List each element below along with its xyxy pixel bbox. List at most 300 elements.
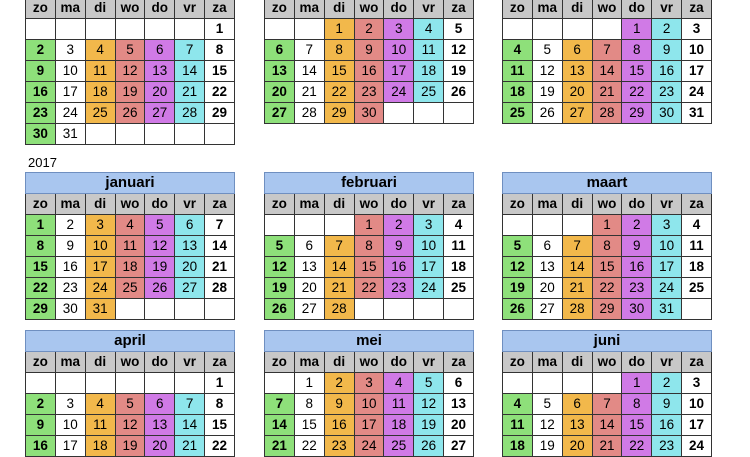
day-cell: 11 — [115, 236, 145, 257]
weekday-header: za — [682, 0, 712, 19]
weekday-header: di — [324, 0, 354, 19]
day-cell: 9 — [26, 415, 56, 436]
week-row — [503, 373, 712, 394]
day-cell: 30 — [652, 103, 682, 124]
day-cell: 12 — [503, 257, 533, 278]
week-row — [503, 19, 712, 40]
day-cell: 21 — [324, 278, 354, 299]
day-cell: 6 — [265, 40, 295, 61]
week-row — [265, 103, 474, 124]
weekday-header: ma — [532, 194, 562, 215]
day-cell: 27 — [175, 278, 205, 299]
day-cell: 1 — [592, 215, 622, 236]
day-cell: 4 — [444, 215, 474, 236]
week-row — [26, 82, 235, 103]
weekday-header: do — [145, 352, 175, 373]
day-cell: 28 — [294, 103, 324, 124]
weekday-header: za — [444, 0, 474, 19]
day-cell: 24 — [682, 436, 712, 457]
day-cell: 22 — [26, 278, 56, 299]
day-cell — [265, 215, 295, 236]
day-cell: 25 — [85, 103, 115, 124]
weekday-header: wo — [354, 0, 384, 19]
day-cell: 2 — [652, 19, 682, 40]
day-cell: 4 — [682, 215, 712, 236]
weekday-header: za — [444, 352, 474, 373]
weekday-header: zo — [503, 352, 533, 373]
day-cell: 2 — [354, 19, 384, 40]
day-cell — [85, 124, 115, 145]
day-cell: 21 — [592, 436, 622, 457]
day-cell: 21 — [265, 436, 295, 457]
day-cell: 23 — [354, 82, 384, 103]
day-cell: 2 — [26, 40, 56, 61]
week-row — [503, 436, 712, 457]
week-row — [26, 299, 235, 320]
day-cell: 21 — [205, 257, 235, 278]
month-calendar — [502, 172, 712, 320]
week-row — [503, 103, 712, 124]
day-cell: 17 — [682, 415, 712, 436]
day-cell — [85, 19, 115, 40]
day-cell: 18 — [503, 82, 533, 103]
weekday-header: zo — [265, 194, 295, 215]
day-cell: 11 — [414, 40, 444, 61]
weekday-header: zo — [265, 352, 295, 373]
day-cell: 19 — [145, 257, 175, 278]
weekday-header: ma — [532, 352, 562, 373]
day-cell: 7 — [205, 215, 235, 236]
day-cell: 4 — [85, 40, 115, 61]
day-cell — [414, 299, 444, 320]
day-cell: 26 — [265, 299, 295, 320]
day-cell: 16 — [26, 436, 56, 457]
day-cell: 25 — [414, 82, 444, 103]
day-cell: 27 — [145, 103, 175, 124]
day-cell: 21 — [175, 436, 205, 457]
day-cell: 27 — [265, 103, 295, 124]
day-cell: 4 — [503, 40, 533, 61]
day-cell: 20 — [175, 257, 205, 278]
day-cell: 15 — [324, 61, 354, 82]
day-cell: 20 — [444, 415, 474, 436]
weekday-header: do — [384, 194, 414, 215]
day-cell: 6 — [175, 215, 205, 236]
month-calendar — [25, 330, 235, 457]
day-cell: 29 — [324, 103, 354, 124]
day-cell: 30 — [354, 103, 384, 124]
day-cell: 8 — [622, 394, 652, 415]
day-cell: 8 — [205, 40, 235, 61]
day-cell: 23 — [26, 103, 56, 124]
day-cell: 6 — [532, 236, 562, 257]
day-cell: 3 — [414, 215, 444, 236]
day-cell — [532, 19, 562, 40]
day-cell: 28 — [205, 278, 235, 299]
day-cell — [145, 19, 175, 40]
week-row — [503, 299, 712, 320]
week-row — [26, 436, 235, 457]
day-cell: 5 — [265, 236, 295, 257]
day-cell: 24 — [384, 82, 414, 103]
day-cell: 28 — [592, 103, 622, 124]
day-cell: 1 — [622, 373, 652, 394]
day-cell: 16 — [26, 82, 56, 103]
day-cell: 12 — [115, 415, 145, 436]
weekday-header: do — [145, 194, 175, 215]
day-cell: 29 — [622, 103, 652, 124]
day-cell: 24 — [414, 278, 444, 299]
week-row — [26, 40, 235, 61]
day-cell — [145, 373, 175, 394]
day-cell: 17 — [682, 61, 712, 82]
day-cell: 20 — [265, 82, 295, 103]
day-cell: 20 — [532, 278, 562, 299]
week-row — [265, 299, 474, 320]
day-cell: 5 — [115, 40, 145, 61]
day-cell: 20 — [294, 278, 324, 299]
day-cell: 4 — [85, 394, 115, 415]
day-cell — [414, 103, 444, 124]
day-cell: 31 — [652, 299, 682, 320]
day-cell: 17 — [354, 415, 384, 436]
day-cell: 23 — [55, 278, 85, 299]
weekday-header: di — [562, 352, 592, 373]
day-cell: 6 — [562, 394, 592, 415]
day-cell: 10 — [354, 394, 384, 415]
day-cell — [294, 19, 324, 40]
day-cell: 23 — [622, 278, 652, 299]
day-cell: 21 — [175, 82, 205, 103]
day-cell: 5 — [503, 236, 533, 257]
weekday-header: di — [85, 352, 115, 373]
day-cell: 1 — [324, 19, 354, 40]
day-cell: 5 — [444, 19, 474, 40]
weekday-header: do — [384, 0, 414, 19]
day-cell — [562, 19, 592, 40]
day-cell: 13 — [175, 236, 205, 257]
day-cell: 8 — [354, 236, 384, 257]
weekday-header: di — [562, 0, 592, 19]
day-cell: 7 — [294, 40, 324, 61]
day-cell: 13 — [532, 257, 562, 278]
day-cell: 11 — [384, 394, 414, 415]
day-cell: 13 — [145, 415, 175, 436]
day-cell: 14 — [175, 61, 205, 82]
day-cell: 10 — [384, 40, 414, 61]
day-cell: 11 — [444, 236, 474, 257]
week-row — [265, 82, 474, 103]
day-cell: 30 — [26, 124, 56, 145]
day-cell: 8 — [294, 394, 324, 415]
weekday-header: vr — [175, 194, 205, 215]
day-cell: 2 — [324, 373, 354, 394]
day-cell: 10 — [414, 236, 444, 257]
day-cell: 15 — [622, 61, 652, 82]
weekday-header: zo — [265, 0, 295, 19]
day-cell: 16 — [55, 257, 85, 278]
weekday-header: za — [205, 194, 235, 215]
day-cell: 3 — [55, 394, 85, 415]
day-cell: 5 — [532, 394, 562, 415]
day-cell: 27 — [294, 299, 324, 320]
day-cell — [592, 19, 622, 40]
day-cell: 16 — [652, 61, 682, 82]
weekday-header: za — [682, 352, 712, 373]
month-calendar — [264, 330, 474, 457]
day-cell: 24 — [85, 278, 115, 299]
weekday-header: ma — [55, 0, 85, 19]
day-cell: 27 — [562, 103, 592, 124]
weekday-header: ma — [294, 0, 324, 19]
day-cell: 12 — [145, 236, 175, 257]
month-calendar — [502, 0, 712, 124]
day-cell: 2 — [26, 394, 56, 415]
week-row — [503, 278, 712, 299]
day-cell: 25 — [444, 278, 474, 299]
day-cell — [175, 299, 205, 320]
day-cell: 26 — [444, 82, 474, 103]
month-calendar — [264, 172, 474, 320]
day-cell: 12 — [532, 415, 562, 436]
day-cell: 19 — [115, 436, 145, 457]
month-title: maart — [503, 173, 712, 194]
week-row — [26, 257, 235, 278]
week-row — [503, 82, 712, 103]
day-cell — [682, 299, 712, 320]
day-cell: 23 — [652, 436, 682, 457]
day-cell: 11 — [85, 61, 115, 82]
weekday-header: vr — [414, 194, 444, 215]
month-calendar — [264, 0, 474, 124]
day-cell — [175, 124, 205, 145]
day-cell: 11 — [503, 415, 533, 436]
month-calendar — [25, 172, 235, 320]
day-cell — [115, 373, 145, 394]
day-cell: 7 — [265, 394, 295, 415]
weekday-header: do — [622, 352, 652, 373]
day-cell: 23 — [384, 278, 414, 299]
day-cell: 22 — [205, 82, 235, 103]
day-cell: 2 — [55, 215, 85, 236]
day-cell — [592, 373, 622, 394]
day-cell — [384, 103, 414, 124]
day-cell: 15 — [354, 257, 384, 278]
day-cell: 18 — [444, 257, 474, 278]
week-row — [265, 215, 474, 236]
day-cell: 24 — [354, 436, 384, 457]
day-cell: 17 — [85, 257, 115, 278]
day-cell — [26, 19, 56, 40]
week-row — [26, 373, 235, 394]
day-cell: 18 — [414, 61, 444, 82]
day-cell: 27 — [532, 299, 562, 320]
day-cell — [532, 373, 562, 394]
day-cell: 3 — [384, 19, 414, 40]
day-cell: 18 — [115, 257, 145, 278]
day-cell: 15 — [205, 415, 235, 436]
day-cell: 3 — [85, 215, 115, 236]
day-cell: 19 — [444, 61, 474, 82]
day-cell: 14 — [592, 415, 622, 436]
day-cell: 12 — [532, 61, 562, 82]
day-cell: 22 — [592, 278, 622, 299]
day-cell: 18 — [85, 82, 115, 103]
weekday-header: wo — [592, 0, 622, 19]
weekday-header: wo — [354, 352, 384, 373]
day-cell: 6 — [444, 373, 474, 394]
day-cell: 13 — [265, 61, 295, 82]
weekday-header: vr — [652, 352, 682, 373]
day-cell: 5 — [115, 394, 145, 415]
day-cell: 11 — [85, 415, 115, 436]
day-cell — [115, 299, 145, 320]
day-cell: 9 — [55, 236, 85, 257]
day-cell: 7 — [562, 236, 592, 257]
weekday-header: wo — [592, 194, 622, 215]
day-cell: 20 — [562, 82, 592, 103]
day-cell: 8 — [592, 236, 622, 257]
day-cell: 12 — [444, 40, 474, 61]
month-title: april — [26, 331, 235, 352]
day-cell — [85, 373, 115, 394]
day-cell: 30 — [622, 299, 652, 320]
week-row — [26, 124, 235, 145]
week-row — [26, 415, 235, 436]
week-row — [265, 257, 474, 278]
day-cell: 25 — [503, 103, 533, 124]
day-cell: 28 — [175, 103, 205, 124]
weekday-header: do — [622, 0, 652, 19]
day-cell: 9 — [354, 40, 384, 61]
day-cell: 13 — [294, 257, 324, 278]
day-cell: 16 — [324, 415, 354, 436]
weekday-header: wo — [354, 194, 384, 215]
day-cell: 16 — [622, 257, 652, 278]
month-title: januari — [26, 173, 235, 194]
day-cell: 7 — [175, 394, 205, 415]
month-title: mei — [265, 331, 474, 352]
day-cell: 15 — [26, 257, 56, 278]
day-cell — [503, 373, 533, 394]
day-cell: 4 — [503, 394, 533, 415]
weekday-header: zo — [26, 0, 56, 19]
day-cell: 7 — [175, 40, 205, 61]
day-cell: 16 — [354, 61, 384, 82]
week-row — [265, 61, 474, 82]
weekday-header: di — [85, 194, 115, 215]
weekday-header: ma — [55, 194, 85, 215]
day-cell: 19 — [532, 436, 562, 457]
day-cell — [115, 124, 145, 145]
day-cell: 7 — [592, 394, 622, 415]
day-cell: 19 — [414, 415, 444, 436]
day-cell: 21 — [562, 278, 592, 299]
day-cell: 2 — [384, 215, 414, 236]
weekday-header: ma — [294, 352, 324, 373]
day-cell — [324, 215, 354, 236]
day-cell: 22 — [205, 436, 235, 457]
day-cell: 15 — [592, 257, 622, 278]
day-cell — [384, 299, 414, 320]
week-row — [26, 103, 235, 124]
day-cell: 29 — [592, 299, 622, 320]
weekday-header: do — [145, 0, 175, 19]
day-cell — [175, 373, 205, 394]
day-cell — [145, 124, 175, 145]
week-row — [503, 236, 712, 257]
day-cell: 1 — [294, 373, 324, 394]
day-cell: 12 — [414, 394, 444, 415]
day-cell: 21 — [294, 82, 324, 103]
day-cell — [205, 124, 235, 145]
day-cell: 24 — [55, 103, 85, 124]
day-cell: 17 — [414, 257, 444, 278]
day-cell: 18 — [85, 436, 115, 457]
week-row — [265, 40, 474, 61]
weekday-header: wo — [115, 352, 145, 373]
day-cell: 5 — [414, 373, 444, 394]
day-cell: 1 — [205, 373, 235, 394]
day-cell — [294, 215, 324, 236]
day-cell: 9 — [622, 236, 652, 257]
weekday-header: vr — [414, 352, 444, 373]
weekday-header: za — [205, 0, 235, 19]
weekday-header: za — [205, 352, 235, 373]
month-title: februari — [265, 173, 474, 194]
day-cell: 7 — [324, 236, 354, 257]
day-cell: 25 — [682, 278, 712, 299]
week-row — [265, 19, 474, 40]
day-cell: 10 — [85, 236, 115, 257]
day-cell — [55, 373, 85, 394]
day-cell: 3 — [652, 215, 682, 236]
week-row — [503, 257, 712, 278]
day-cell: 17 — [55, 82, 85, 103]
weekday-header: vr — [414, 0, 444, 19]
day-cell: 18 — [384, 415, 414, 436]
day-cell: 15 — [205, 61, 235, 82]
day-cell: 31 — [55, 124, 85, 145]
day-cell: 26 — [503, 299, 533, 320]
day-cell — [205, 299, 235, 320]
day-cell: 29 — [205, 103, 235, 124]
week-row — [265, 278, 474, 299]
day-cell — [444, 103, 474, 124]
week-row — [265, 415, 474, 436]
day-cell: 1 — [622, 19, 652, 40]
weekday-header: za — [682, 194, 712, 215]
weekday-header: zo — [503, 194, 533, 215]
day-cell: 26 — [532, 103, 562, 124]
day-cell: 9 — [26, 61, 56, 82]
day-cell: 6 — [562, 40, 592, 61]
month-calendar — [502, 330, 712, 457]
day-cell: 14 — [324, 257, 354, 278]
day-cell — [55, 19, 85, 40]
weekday-header: di — [324, 194, 354, 215]
day-cell: 8 — [324, 40, 354, 61]
day-cell: 19 — [532, 82, 562, 103]
day-cell: 26 — [145, 278, 175, 299]
week-row — [503, 215, 712, 236]
day-cell: 5 — [532, 40, 562, 61]
day-cell: 2 — [622, 215, 652, 236]
day-cell — [265, 373, 295, 394]
day-cell: 20 — [145, 436, 175, 457]
day-cell: 3 — [682, 373, 712, 394]
week-row — [26, 215, 235, 236]
